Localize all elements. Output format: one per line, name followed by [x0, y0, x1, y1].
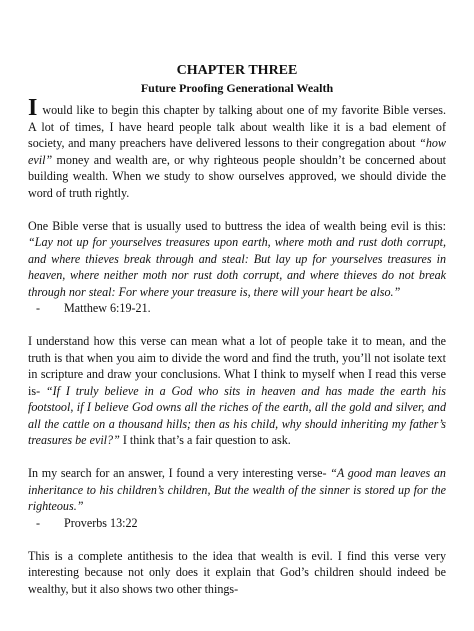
chapter-title: CHAPTER THREE [176, 63, 298, 78]
paragraph-3-text-a: I understand how this verse can mean what a lot of people take it to mean, and the truth is that when you aim to divide the word and find the truth, you’ll not isolate text in scripture and draw your conclusions. What I think to myself when I read this verse is- [28, 334, 446, 398]
paragraph-3-quote: “If I truly believe in a God who sits in heaven and has made the earth his footstool, if I believe God owns all the riches of the earth, all the gold and silver, and all the cattle on a thousand hills; then as his child, why should inheriting my father’s treasures be evil?” [28, 383, 446, 447]
citation-1-ref: Matthew 6:19-21. [64, 301, 151, 315]
paragraph-5 [28, 548, 446, 598]
citation-1-dash: - [36, 301, 41, 315]
paragraph-1 [28, 95, 446, 201]
drop-cap: I [28, 95, 38, 121]
paragraph-5-text: This is a complete antithesis to the idea that wealth is evil. I find this verse very interesting because not only does it explain that God’s children should indeed be wealthy, but it also shows two other things- [28, 548, 446, 596]
paragraph-2-quote: “Lay not up for yourselves treasures upon earth, where moth and rust doth corrupt, and where thieves break through and steal: But lay up for yourselves treasures in heaven, where neither moth nor rust doth corrupt, and where thieves do not break through nor steal: For where your treasure is, there will your heart be also.” [28, 235, 446, 299]
paragraph-1-quote: “how evil” [28, 136, 446, 167]
paragraph-3-text-b: I think that’s a fair question to ask. [119, 433, 291, 447]
paragraph-4-quote: “A good man leaves an inheritance to his children’s children, But the wealth of the sinner is stored up for the righteous.” [28, 466, 446, 513]
paragraph-1-text-b: money and wealth are, or why righteous people shouldn’t be concerned about building wealth. When we study to show ourselves approved, we should divide the word of truth rightly. [28, 152, 446, 200]
paragraph-4 [28, 465, 446, 515]
paragraph-3 [28, 333, 446, 449]
citation-1 [36, 300, 446, 317]
paragraph-1-text-a: would like to begin this chapter by talking about one of my favorite Bible verses. A lot of times, I have heard people talk about wealth like it is a bad element of society, and many preachers have delivered lessons to their congregation about [28, 103, 446, 150]
citation-2-dash: - [36, 515, 41, 530]
citation-2-ref: Proverbs 13:22 [64, 515, 138, 530]
chapter-subtitle: Future Proofing Generational Wealth [140, 81, 334, 95]
paragraph-2 [28, 218, 446, 301]
paragraph-2-text: One Bible verse that is usually used to buttress the idea of wealth being evil is this: [28, 218, 446, 233]
paragraph-4-text: In my search for an answer, I found a very interesting verse- [28, 466, 331, 480]
citation-2 [36, 515, 446, 532]
